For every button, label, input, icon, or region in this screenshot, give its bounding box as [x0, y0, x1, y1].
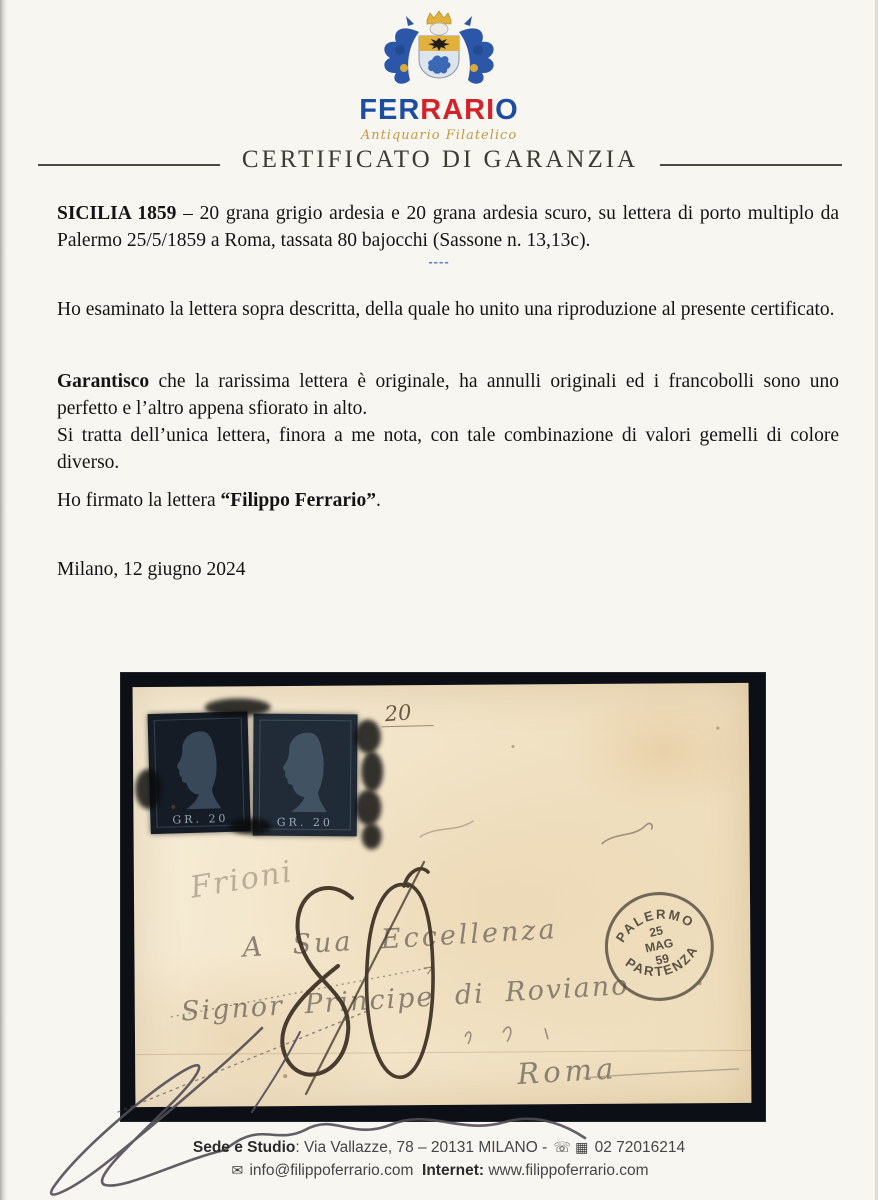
postmark-type: PARTENZA: [622, 942, 702, 980]
paragraph-description: [57, 200, 839, 254]
postmark-day: 25: [647, 923, 665, 940]
separator-dashes: ----: [428, 254, 450, 269]
footer-phone-number: 02 72016214: [594, 1139, 686, 1156]
coat-of-arms-icon: [364, 10, 514, 92]
phone-icon: ☏: [553, 1139, 572, 1155]
header: [0, 10, 878, 143]
pencil-note: Frioni: [187, 854, 296, 906]
guarantee-rest: che la rarissima lettera è originale, ha annulli originali ed i francobolli sono uno perfetto e l’altro appena sfiorato in alto.: [57, 371, 839, 419]
fax-icon: ▦: [575, 1139, 589, 1155]
footer-address-label: Sede e Studio: [192, 1139, 296, 1156]
address-line-2: Signor Principe di Roviano: [180, 969, 631, 1028]
title-row: [38, 146, 842, 174]
description-rest: – 20 grana grigio ardesia e 20 grana ardesia scuro, su lettera di porto multiplo da Palermo 25/5/1859 a Roma, tassata 80 bajocchi (Sassone n. 13,13c).: [57, 203, 839, 251]
postmark-town: PALERMO: [612, 906, 698, 945]
mail-icon: ✉: [231, 1162, 244, 1178]
postmark-year: 59: [654, 951, 671, 968]
address-line-1: A Sua Eccellenza: [241, 913, 559, 964]
brand-wordmark: [0, 94, 878, 127]
description-lead: SICILIA 1859: [57, 203, 177, 224]
footer-internet-label: Internet:: [422, 1162, 485, 1179]
footer-address: [0, 1136, 878, 1159]
footer-address-text: : Via Vallazze, 78 – 20131 MILANO -: [295, 1139, 552, 1156]
envelope: [133, 683, 752, 1107]
envelope-handwriting-flourishes: [133, 683, 752, 1107]
brand-mid: RARI: [420, 94, 496, 126]
signature-note-lead: Ho firmato la lettera: [57, 490, 221, 511]
letter-photo: [120, 672, 766, 1122]
guarantee-line2: Si tratta dell’unica lettera, finora a me nota, con tale combinazione di valori gemelli di colore diverso.: [57, 425, 839, 473]
brand-suffix: O: [495, 94, 519, 126]
manuscript-rate: 20: [383, 700, 413, 727]
title-rule-right: [660, 164, 842, 166]
paragraph-examination: Ho esaminato la lettera sopra descritta, della quale ho unito una riproduzione al presente certificato.: [57, 299, 835, 320]
paragraph-signature-note: [57, 487, 839, 514]
date-line: Milano, 12 giugno 2024: [57, 559, 246, 580]
signature-note-tail: .: [375, 490, 381, 511]
stamp-denomination: GR. 20: [172, 811, 229, 827]
certificate-title: CERTIFICATO DI GARANZIA: [241, 146, 639, 173]
brand-tagline: Antiquario Filatelico: [360, 128, 518, 143]
address-line-3: Roma: [516, 1051, 619, 1092]
title-rule-left: [38, 164, 220, 166]
footer-email: info@filippoferrario.com: [249, 1162, 414, 1179]
guarantee-lead: Garantisco: [57, 371, 150, 392]
footer-website: www.filippoferrario.com: [488, 1162, 649, 1179]
brand-prefix: FER: [359, 94, 421, 126]
stamp-denomination: GR. 20: [276, 815, 333, 830]
footer: [0, 1136, 878, 1182]
postmark-month: MAG: [643, 935, 675, 956]
scan-edge-shadow: [0, 0, 7, 1200]
signature-note-name: “Filippo Ferrario”: [220, 490, 376, 511]
paragraph-guarantee: [57, 368, 839, 476]
footer-contact: [0, 1159, 878, 1182]
